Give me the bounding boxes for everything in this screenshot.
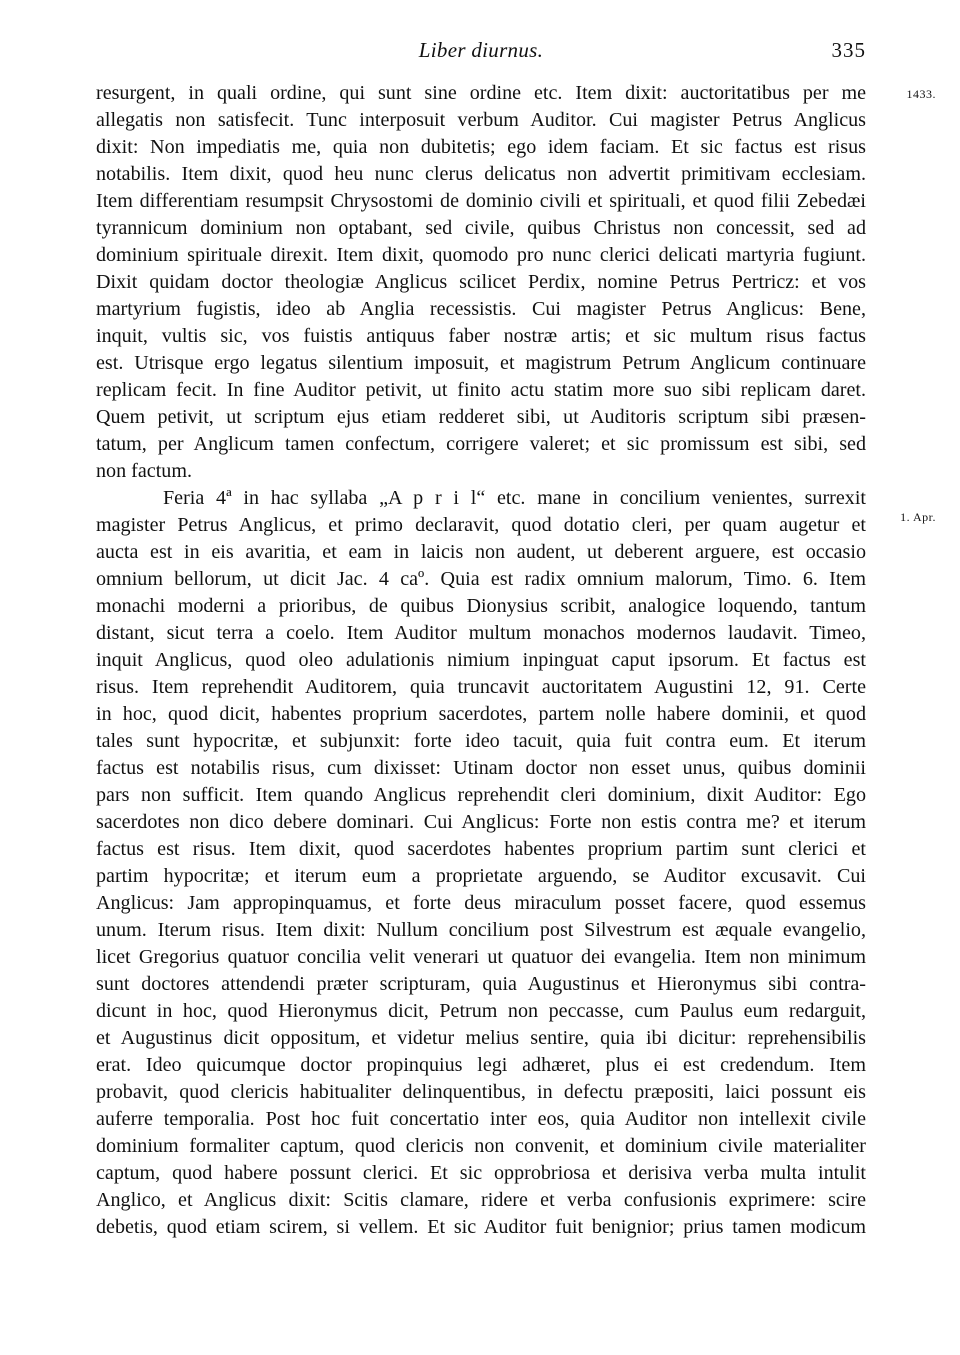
running-title: Liber diurnus. [418,38,544,62]
text-line: factus est risus. Item dixit, quod sacerdotes habentes proprium partim sunt clerici et [96,838,866,860]
text-line: in hoc, quod dicit, habentes proprium sacerdotes, partem nolle habere dominii, et quod [96,703,866,725]
text-line: dicunt in hoc, quod Hieronymus dicit, Petrum non peccasse, cum Paulus eum redarguit, [96,1000,866,1022]
text-line: Quem petivit, ut scriptum ejus etiam redderet sibi, ut Auditoris scriptum sibi præsen- [96,406,866,428]
text-line: factus est notabilis risus, cum dixisset: Utinam doctor non esset unus, quibus dominii [96,757,866,779]
text-line: unum. Iterum risus. Item dixit: Nullum concilium post Silvestrum est æquale evangelio, [96,919,866,941]
text-line: inquit, vultis sic, vos fuistis antiquus faber nostræ artis; et sic multum risus factus [96,325,866,347]
text-line: est. Utrisque ergo legatus silentium imposuit, et magistrum Petrum Anglicum continuare [96,352,866,374]
body-text [96,80,866,1241]
text-line: partim hypocritæ; et iterum eum a proprietate arguendo, se Auditor excusavit. Cui [96,865,866,887]
text-line: Item differentiam resumpsit Chrysostomi de dominio civili et spirituali, et quod filii Zebedæi [96,190,866,212]
text-line: dominium formaliter captum, quod clericis non convenit, et dominium civile materialiter [96,1135,866,1157]
text-line: replicam fecit. In fine Auditor petivit, ut finito actu statim more suo sibi replicam daret. [96,379,866,401]
text-line: Anglico, et Anglicus dixit: Scitis clamare, ridere et verba confusionis exprimere: scire [96,1189,866,1211]
text-line: notabilis. Item dixit, quod heu nunc clerus delicatus non advertit primitivam ecclesiam. [96,163,866,185]
text-line: dixit: Non impediatis me, quia non dubitetis; ego idem faciam. Et sic factus est risus [96,136,866,158]
text-line: resurgent, in quali ordine, qui sunt sine ordine etc. Item dixit: auctoritatibus per me [96,82,866,104]
text-line: martyrium fugistis, ideo ab Anglia recessistis. Cui magister Petrus Anglicus: Bene, [96,298,866,320]
text-line: Dixit quidam doctor theologiæ Anglicus scilicet Perdix, nomine Petrus Pertricz: et vos [96,271,866,293]
text-line: captum, quod habere possunt clerici. Et sic opprobriosa et derisiva verba multa intulit [96,1162,866,1184]
text-line: et Augustinus dicit oppositum, et videtur melius sentire, quia ibi dicitur: reprehensibilis [96,1027,866,1049]
text-line: auferre temporalia. Post hoc fuit concertatio inter eos, quia Auditor non intellexit civile [96,1108,866,1130]
text-line: dominium spirituale direxit. Item dixit, quomodo pro nunc clerici delicati martyria fugiunt. [96,244,866,266]
text-line: risus. Item reprehendit Auditorem, quia truncavit auctoritatem Augustini 12, 91. Certe [96,676,866,698]
text-line: magister Petrus Anglicus, et primo declaravit, quod dotatio cleri, per quam augetur et [96,514,866,536]
text-line: sunt doctores attendendi præter scripturam, quia Augustinus et Hieronymus sibi contra- [96,973,866,995]
text-line: pars non sufficit. Item quando Anglicus reprehendit cleri dominium, dixit Auditor: Ego [96,784,866,806]
text-line: Anglicus: Jam appropinquamus, et forte deus miraculum posset facere, quod essemus [96,892,866,914]
margin-note-date: 1. Apr. [900,510,936,524]
text-line: distant, sicut terra a coelo. Item Auditor multum monachos modernos laudavit. Timeo, [96,622,866,644]
text-line: sacerdotes non dico debere dominari. Cui Anglicus: Forte non estis contra me? et iterum [96,811,866,833]
margin-note-year: 1433. [906,87,936,101]
text-line: aucta est in eis avaritia, et eam in laicis non audent, ut deberent arguere, est occasio [96,541,866,563]
text-line: inquit Anglicus, quod oleo adulationis nimium inpinguat caput ipsorum. Et factus est [96,649,866,671]
page-header [96,38,866,70]
text-line: erat. Ideo quicumque doctor propinquius legi adhæret, plus ei est credendum. Item [96,1054,866,1076]
text-line: probavit, quod clericis habitualiter delinquentibus, in defectu præpositi, laici possunt eis [96,1081,866,1103]
paragraph-start-line: Feria 4ª in hac syllaba „A p r i l“ etc. mane in concilium venientes, surrexit [163,487,866,509]
page-number: 335 [831,38,866,62]
text-line: tales sunt hypocritæ, et subjunxit: forte ideo tacuit, quia fuit contra eum. Et iterum [96,730,866,752]
text-line: tatum, per Anglicum tamen confectum, corrigere valeret; et sic promissum est sibi, sed [96,433,866,455]
text-line: non factum. [96,460,192,482]
text-line: licet Gregorius quatuor concilia velit venerari ut quatuor dei evangelia. Item non minimum [96,946,866,968]
text-line: debetis, quod etiam scirem, si vellem. Et sic Auditor fuit benignior; prius tamen modicum [96,1216,866,1238]
text-line: monachi moderni a prioribus, de quibus Dionysius scribit, analogice loquendo, tantum [96,595,866,617]
text-line: allegatis non satisfecit. Tunc interposuit verbum Auditor. Cui magister Petrus Anglicus [96,109,866,131]
text-line: tyrannicum dominium non optabant, sed civile, quibus Christus non concessit, sed ad [96,217,866,239]
text-line: omnium bellorum, ut dicit Jac. 4 caº. Quia est radix omnium malorum, Timo. 6. Item [96,568,866,590]
